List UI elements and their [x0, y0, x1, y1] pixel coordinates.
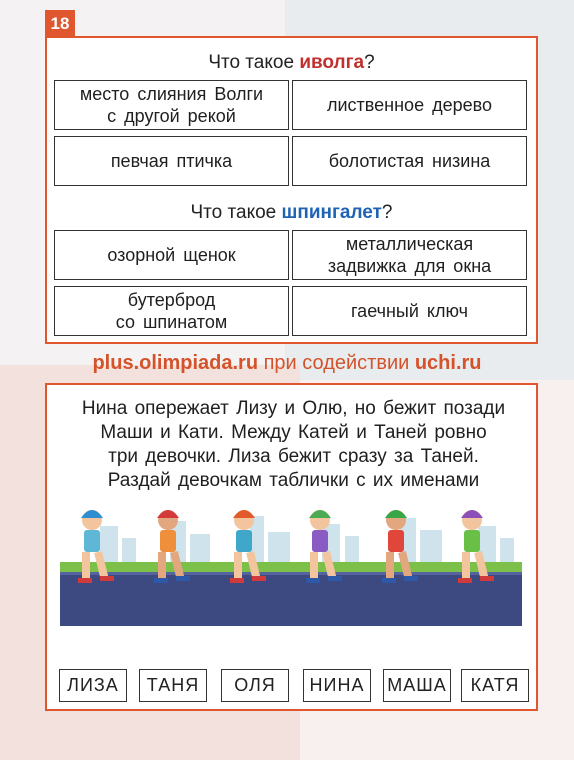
sponsor-line	[0, 352, 574, 375]
answer-option[interactable]: лиственное дерево	[292, 80, 527, 130]
name-card[interactable]: НИНА	[303, 669, 371, 702]
question-keyword: иволга	[299, 52, 365, 73]
name-card[interactable]: ЛИЗА	[59, 669, 127, 702]
question-keyword: шпингалет	[281, 202, 382, 223]
puzzle-text: Нина опережает Лизу и Олю, но бежит позади Маши и Кати. Между Катей и Таней ровно три девочки. Лиза бежит сразу за Таней. Раздай девочкам таблички с их именами	[81, 398, 506, 491]
answer-option[interactable]: металлическая задвижка для окна	[292, 230, 527, 280]
name-card[interactable]: ОЛЯ	[221, 669, 289, 702]
answer-option[interactable]: гаечный ключ	[292, 286, 527, 336]
name-card[interactable]: МАША	[383, 669, 451, 702]
answer-option[interactable]: озорной щенок	[54, 230, 289, 280]
answer-option[interactable]: место слияния Волги с другой рекой	[54, 80, 289, 130]
question-latch	[47, 202, 536, 224]
puzzle-card	[45, 383, 538, 711]
grass-strip	[60, 562, 522, 572]
answer-option[interactable]: бутерброд со шпинатом	[54, 286, 289, 336]
question-prefix: Что такое	[208, 52, 300, 73]
vocabulary-card	[45, 36, 538, 344]
site-link[interactable]: plus.olimpiada.ru	[92, 352, 259, 374]
answer-option[interactable]: болотистая низина	[292, 136, 527, 186]
sponsor-text: при содействии	[258, 352, 415, 374]
road	[60, 572, 522, 626]
site-link[interactable]: uchi.ru	[414, 352, 482, 374]
name-cards	[59, 669, 529, 703]
answer-option[interactable]: певчая птичка	[54, 136, 289, 186]
page-number: 18	[45, 10, 75, 38]
runners-illustration	[60, 496, 522, 626]
question-suffix: ?	[381, 202, 393, 223]
question-prefix: Что такое	[190, 202, 282, 223]
name-card[interactable]: КАТЯ	[461, 669, 529, 702]
question-oriole	[47, 52, 536, 74]
name-card[interactable]: ТАНЯ	[139, 669, 207, 702]
question-suffix: ?	[364, 52, 375, 73]
